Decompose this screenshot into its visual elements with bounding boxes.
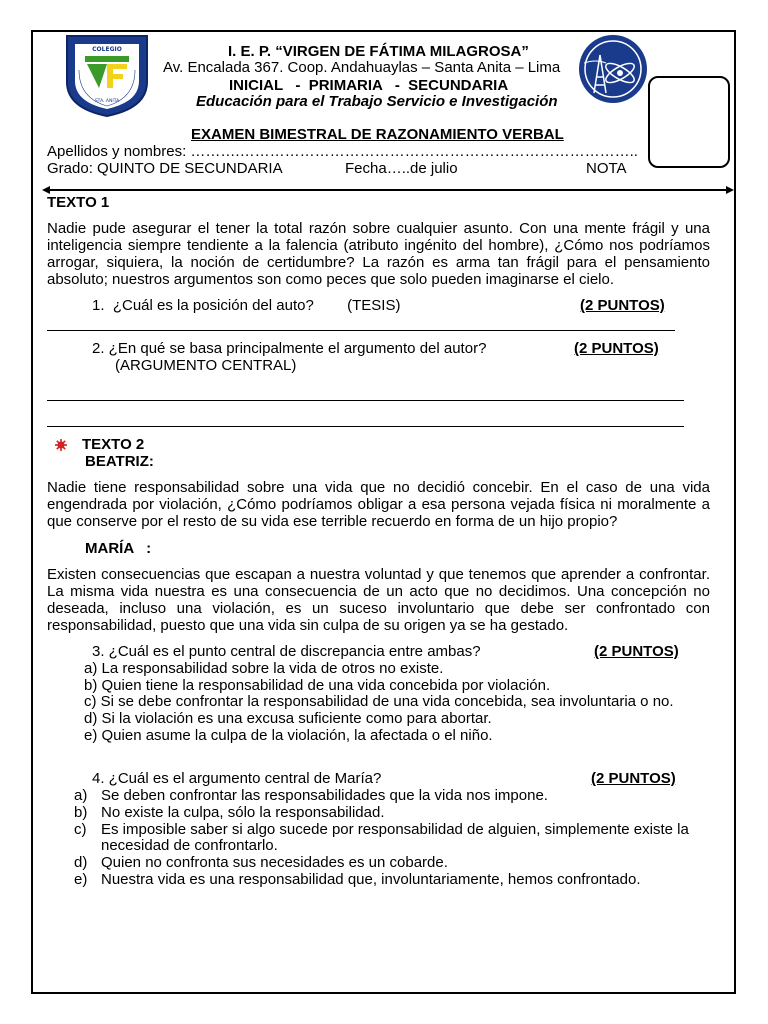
- question-3-option-e: e) Quien asume la culpa de la violación, la afectada o el niño.: [84, 727, 493, 744]
- school-motto: Educación para el Trabajo Servicio e Investigación: [196, 93, 558, 110]
- question-3-points: (2 PUNTOS): [594, 643, 679, 660]
- question-1-points: (2 PUNTOS): [580, 297, 665, 314]
- question-3-option-c: c) Si se debe confrontar la responsabilidad de una vida concebida, sea involuntaria o no.: [84, 693, 674, 710]
- date-label: Fecha…..de julio: [345, 160, 458, 177]
- answer-line-2b: [47, 426, 684, 427]
- maria-label: MARÍA :: [85, 540, 152, 557]
- student-name-line: Apellidos y nombres: ……….……………………………………………………………………..: [47, 143, 638, 160]
- question-4-option-b: No existe la culpa, sólo la responsabilidad.: [101, 804, 385, 821]
- photo-box: [648, 76, 730, 168]
- question-4-letter-d: d): [74, 854, 88, 871]
- exam-title: EXAMEN BIMESTRAL DE RAZONAMIENTO VERBAL: [191, 126, 564, 143]
- question-1: 1. ¿Cuál es la posición del auto? (TESIS): [92, 297, 401, 314]
- emblem-logo: [576, 33, 650, 105]
- beatriz-paragraph: Nadie tiene responsabilidad sobre una vida que no decidió concebir. En el caso de una vida engendrada por violación, ¿Cómo podríamos obligar a esa persona vejada física ni moralmente a que conserve por el resto de su vida ese terrible recuerdo en forma de un hijo propio?: [47, 479, 710, 530]
- question-3: 3. ¿Cuál es el punto central de discrepancia entre ambas?: [92, 643, 481, 660]
- texto1-heading: TEXTO 1: [47, 194, 110, 211]
- question-4-option-d: Quien no confronta sus necesidades es un cobarde.: [101, 854, 448, 871]
- school-address: Av. Encalada 367. Coop. Andahuaylas – Santa Anita – Lima: [163, 59, 561, 76]
- question-4-letter-c: c): [74, 821, 87, 838]
- texto2-heading: TEXTO 2: [82, 436, 145, 453]
- answer-line-2a: [47, 400, 684, 401]
- nota-label: NOTA: [586, 160, 627, 177]
- question-4-option-e: Nuestra vida es una responsabilidad que, involuntariamente, hemos confrontado.: [101, 871, 641, 888]
- question-4-option-c: Es imposible saber si algo sucede por responsabilidad de alguien, simplemente existe la: [101, 821, 689, 838]
- header-divider-arrow: [42, 186, 734, 194]
- red-star-bullet-icon: [55, 439, 67, 451]
- school-levels: INICIAL - PRIMARIA - SECUNDARIA: [229, 77, 509, 94]
- question-4-letter-a: a): [74, 787, 88, 804]
- answer-line-1: [47, 330, 675, 331]
- question-3-option-b: b) Quien tiene la responsabilidad de una vida concebida por violación.: [84, 677, 551, 694]
- grade-label: Grado: QUINTO DE SECUNDARIA: [47, 160, 283, 177]
- texto1-paragraph: Nadie pude asegurar el tener la total razón sobre cualquier asunto. Con una mente frágil y una inteligencia siempre tendiente a la falencia (atributo ingénito del hombre), ¿Cómo nos podríamos arrogar, siquiera, la noción de certidumbre? La razón es arma tan frágil para el pensamiento absoluto; nuestros argumentos son como peces que solo pueden imaginarse el cielo.: [47, 220, 710, 288]
- beatriz-label: BEATRIZ:: [85, 453, 154, 470]
- question-3-option-a: a) La responsabilidad sobre la vida de otros no existe.: [84, 660, 444, 677]
- question-2-subtitle: (ARGUMENTO CENTRAL): [115, 357, 297, 374]
- question-4: 4. ¿Cuál es el argumento central de María?: [92, 770, 382, 787]
- school-name: I. E. P. “VIRGEN DE FÁTIMA MILAGROSA”: [228, 43, 529, 60]
- logo-bottom-text: STA. ANITA: [94, 99, 120, 104]
- question-3-option-d: d) Si la violación es una excusa suficiente como para abortar.: [84, 710, 492, 727]
- logo-top-text: COLEGIO: [92, 46, 122, 53]
- question-2-points: (2 PUNTOS): [574, 340, 659, 357]
- question-4-option-a: Se deben confrontar las responsabilidades que la vida nos impone.: [101, 787, 548, 804]
- school-logo: [63, 32, 151, 118]
- question-4-points: (2 PUNTOS): [591, 770, 676, 787]
- question-2: 2. ¿En qué se basa principalmente el argumento del autor?: [92, 340, 487, 357]
- question-4-letter-b: b): [74, 804, 88, 821]
- maria-paragraph: Existen consecuencias que escapan a nuestra voluntad y que tenemos que aprender a confrontar. La misma vida nuestra es una consecuencia de un acto que no decidimos. Una concepción no deseada, incluso una violación, es un suceso involuntario que debe ser confrontado con responsabilidad, puesto que una vida sin culpa de su origen ya se ha gestado.: [47, 566, 710, 634]
- question-4-letter-e: e): [74, 871, 88, 888]
- question-4-option-c-cont: necesidad de confrontarlo.: [101, 837, 278, 854]
